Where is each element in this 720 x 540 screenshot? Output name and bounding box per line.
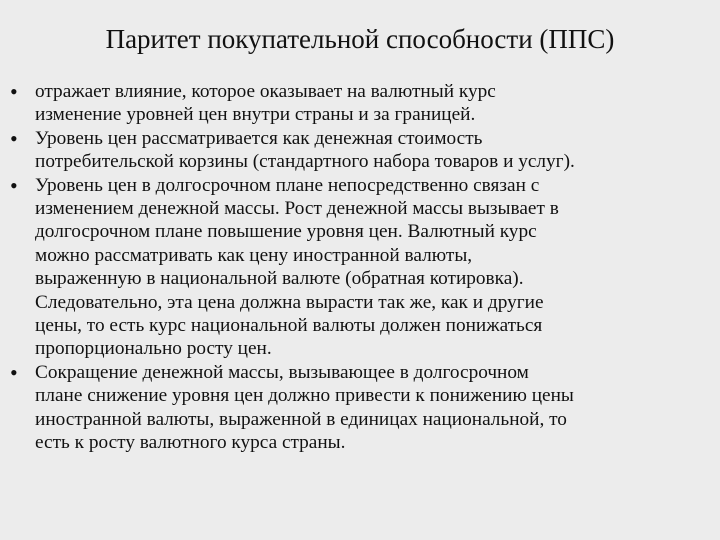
bullet-line: Уровень цен в долгосрочном плане непосредственно связан с bbox=[35, 174, 540, 196]
slide-title: Паритет покупательной способности (ППС) bbox=[105, 24, 615, 54]
bullet-item-2 bbox=[0, 127, 720, 174]
bullet-line: есть к росту валютного курса страны. bbox=[35, 432, 346, 454]
bullet-text-2 bbox=[35, 127, 712, 174]
bullet-line: изменением денежной массы. Рост денежной массы вызывает в bbox=[35, 198, 559, 220]
bullet-line: можно рассматривать как цену иностранной валюты, bbox=[35, 244, 473, 266]
bullet-marker: • bbox=[10, 359, 18, 385]
bullet-line: Следовательно, эта цена должна вырасти так же, как и другие bbox=[35, 291, 544, 313]
bullet-marker: • bbox=[10, 125, 18, 151]
bullet-line: плане снижение уровня цен должно привести к понижению цены bbox=[35, 385, 574, 407]
bullet-line: пропорционально росту цен. bbox=[35, 338, 272, 360]
bullet-marker: • bbox=[10, 172, 18, 198]
bullet-line: Сокращение денежной массы, вызывающее в долгосрочном bbox=[35, 361, 529, 383]
bullet-line: отражает влияние, которое оказывает на валютный курс bbox=[35, 81, 496, 102]
bullet-line: изменение уровней цен внутри страны и за границей. bbox=[35, 104, 476, 126]
bullet-marker: • bbox=[10, 79, 18, 104]
bullet-line: иностранной валюты, выраженной в единицах национальной, то bbox=[35, 408, 567, 430]
bullet-text-3 bbox=[35, 174, 712, 361]
bullet-list bbox=[0, 80, 720, 455]
bullet-line: выраженную в национальной валюте (обратная котировка). bbox=[35, 268, 524, 290]
bullet-line: потребительской корзины (стандартного набора товаров и услуг). bbox=[35, 151, 575, 173]
bullet-line: долгосрочном плане повышение уровня цен. Валютный курс bbox=[35, 221, 537, 243]
bullet-text-4 bbox=[35, 361, 712, 455]
bullet-item-3 bbox=[0, 174, 720, 361]
bullet-text-1 bbox=[35, 80, 712, 127]
bullet-line: цены, то есть курс национальной валюты должен понижаться bbox=[35, 315, 543, 337]
bullet-item-1 bbox=[0, 80, 720, 127]
bullet-item-4 bbox=[0, 361, 720, 455]
bullet-line: Уровень цен рассматривается как денежная стоимость bbox=[35, 127, 483, 149]
